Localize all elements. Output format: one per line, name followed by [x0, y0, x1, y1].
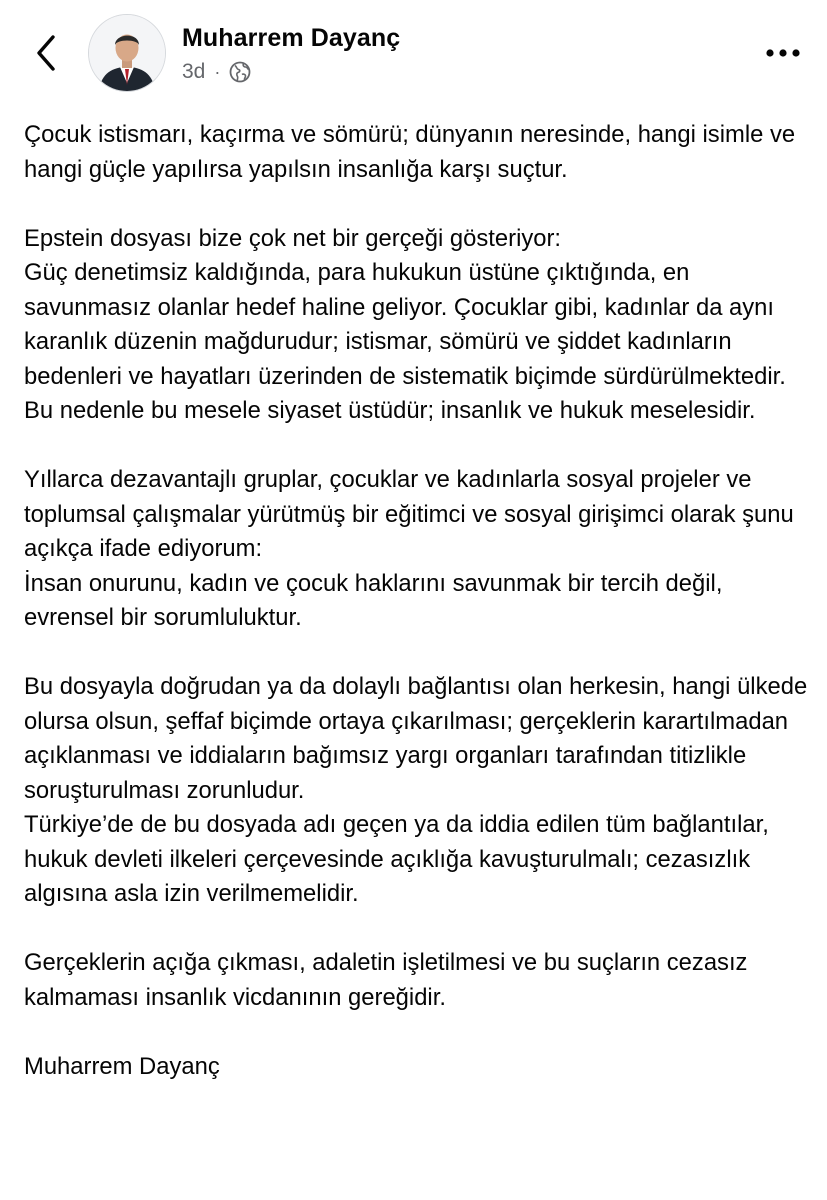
post-text [24, 118, 814, 1084]
post-paragraph: Epstein dosyası bize çok net bir gerçeği gösteriyor: Güç denetimsiz kaldığında, para hukukun üstüne çıktığında, en savunmasız olanlar hedef haline geliyor. Çocuklar gibi, kadınlar da aynı karanlık düzenin mağdurudur; istismar, sömürü ve şiddet kadınların bedenleri ve hayatları üzerinden de sistematik biçimde sürdürülmektedir. Bu nedenle bu mesele siyaset üstüdür; insanlık ve hukuk meselesidir. [24, 224, 786, 424]
post-time[interactable]: 3d [182, 60, 206, 83]
post-signature: Muharrem Dayanç [24, 1052, 220, 1080]
chevron-left-icon [34, 33, 58, 73]
author-name[interactable]: Muharrem Dayanç [182, 24, 401, 52]
more-options-button[interactable] [763, 38, 803, 68]
more-horizontal-icon [765, 48, 801, 58]
profile-photo [89, 15, 165, 91]
avatar[interactable] [88, 14, 166, 92]
globe-icon[interactable] [228, 60, 252, 84]
post-meta [182, 60, 252, 84]
post-paragraph: Bu dosyayla doğrudan ya da dolaylı bağlantısı olan herkesin, hangi ülkede olursa olsun, şeffaf biçimde ortaya çıkarılması; gerçeklerin karartılmadan açıklanması ve iddiaların bağımsız yargı organları tarafından titizlikle soruşturulması zorunludur. Türkiye’de de bu dosyada adı geçen ya da iddia edilen tüm bağlantılar, hukuk devleti ilkeleri çerçevesinde açıklığa kavuşturulmalı; cezasızlık algısına asla izin verilmemelidir. [24, 673, 808, 907]
back-button[interactable] [28, 30, 64, 76]
post-paragraph: Çocuk istismarı, kaçırma ve sömürü; dünyanın neresinde, hangi isimle ve hangi güçle yapılırsa yapılsın insanlığa karşı suçtur. [24, 121, 796, 183]
post-paragraph: Yıllarca dezavantajlı gruplar, çocuklar ve kadınlarla sosyal projeler ve toplumsal çalışmalar yürütmüş bir eğitimci ve sosyal girişimci olarak şunu açıkça ifade ediyorum: İnsan onurunu, kadın ve çocuk haklarını savunmak bir tercih değil, evrensel bir sorumluluktur. [24, 466, 794, 631]
post-paragraph: Gerçeklerin açığa çıkması, adaletin işletilmesi ve bu suçların cezasız kalmaması insanlık vicdanının gereğidir. [24, 949, 748, 1011]
post-header [0, 0, 827, 110]
meta-separator: · [214, 61, 221, 82]
